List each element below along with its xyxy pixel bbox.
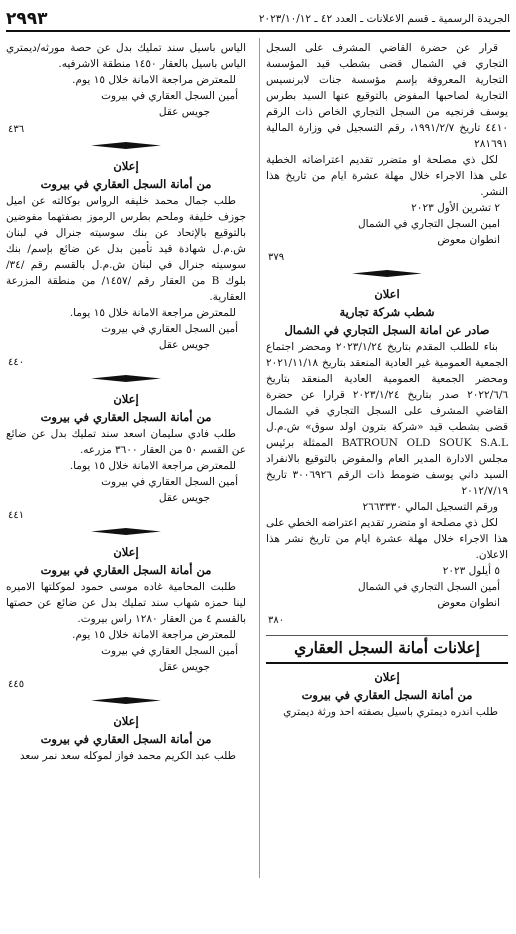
notice-379-signatory-name: انطوان معوض bbox=[437, 234, 500, 246]
notice-445-body: طلبت المحامية غاده موسى حمود لموكلتها الاميره لينا حمزه شهاب سند تمليك بدل عن ضائع عن حصتها بالقسم ٤ من العقار ١٢٨٠ راس بيروت. bbox=[6, 581, 246, 625]
notice-380-body: بناء للطلب المقدم بتاريخ ٢٠٢٣/١/٢٤ ومحضر اجتماع الجمعية العمومية غير العادية المنعقد بتاريخ ٢٠٢١/١١/١٨ ومحضر الجمعية العمومية العادية المنعقد بتاريخ ٢٠٢٢/٦/٦ صدر بتاريخ ٢٠٢٣/١/٢٤ قرارا عن حضرة القاضي المشرف على السجل التجاري في الشمال قضى بشطب قيد «شركة بترون اولد سوق» ش.م.ل BATROUN OLD SOUK S.A.L الممثلة برئيس مجلس الادارة المدير العام والمفوض بالتوقيع بالانفراد السيد داني يوسف ضومط ذات الرقم ٣٠٠٦٩٢٦ تاريخ ٢٠١٢/٧/١٩ bbox=[266, 341, 509, 497]
notice-379-date: ٢ تشرين الأول ٢٠٢٣ bbox=[411, 202, 500, 214]
notice-379-body: قرار عن حضرة القاضي المشرف على السجل التجاري في الشمال قضى بشطب قيد المؤسسة التجارية المعروفة بإسم مؤسسة جنات لابرنسيس التجارية لصاحبها المفوض بالتوقيع عنها السيد بطرس يوسف فرنجيه من السجل التجاري الخاص ذات الرقم ٤٤١٠ تاريخ ١٩٩١/٢/٧، رقم التسجيل في وزارة المالية ٢٨١٦٩١ bbox=[266, 42, 508, 150]
separator-diamond bbox=[91, 375, 161, 382]
notice-436-signatory-name: جويس عقل bbox=[158, 106, 210, 118]
section-banner: إعلانات أمانة السجل العقاري bbox=[266, 635, 508, 664]
notice-436-number: ٤٣٦ bbox=[8, 124, 25, 135]
notice-379-objection: لكل ذي مصلحة او متضرر تقديم اعتراضاته الخطية على هذا الاجراء خلال مهلة عشرة ايام من تاريخ هذا النشر. bbox=[266, 154, 508, 198]
notice-next-issuer: من أمانة السجل العقاري في بيروت bbox=[40, 732, 212, 746]
notice-441-issuer: من أمانة السجل العقاري في بيروت bbox=[40, 410, 212, 424]
separator-diamond bbox=[91, 528, 161, 535]
page-number: ٢٩٩٣ bbox=[6, 9, 48, 29]
notice-380-objection: لكل ذي مصلحة او متضرر تقديم اعتراضه الخطي على هذا الاجراء خلال مهلة عشرة ايام من تاريخ نشر هذا الاعلان. bbox=[266, 517, 508, 561]
notice-380-date: ٥ أيلول ٢٠٢٣ bbox=[442, 565, 500, 577]
notice-440-body: طلب جمال محمد خليفه الرواس بوكالته عن اميل جوزف خليفة وملحم بطرس الرموز بصفتهما مفوضين بالتوقيع بالإتحاد عن بنك سوسيته جنرال في لبنان ش.م.ل شهادة قيد تأمين بدل عن ضائع بإسم/ بنك سوسيته جنرال في لبنان ش.م.ل بالقسم رقم /٣٤/ بلوك B من العقار رقم /١٤٥٧/ من منطقة المزرعة العقارية. bbox=[6, 195, 246, 303]
notice-379-signatory-title: امين السجل التجاري في الشمال bbox=[358, 218, 500, 230]
notice-441-signatory-name: جويس عقل bbox=[158, 492, 210, 504]
separator-diamond bbox=[91, 697, 161, 704]
notice-380-number: ٣٨٠ bbox=[268, 615, 285, 626]
separator-diamond bbox=[91, 142, 161, 149]
notice-380-signatory-title: أمين السجل التجاري في الشمال bbox=[358, 581, 500, 593]
notice-380-subject: شطب شركة تجارية bbox=[339, 305, 435, 319]
notice-441-heading: إعلان bbox=[113, 392, 139, 406]
notice-445-signatory-title: أمين السجل العقاري في بيروت bbox=[101, 645, 238, 657]
notice-380-heading: اعلان bbox=[374, 287, 400, 301]
notice-440-heading: إعلان bbox=[113, 159, 139, 173]
notice-441-number: ٤٤١ bbox=[8, 510, 25, 521]
notice-436-signatory-title: أمين السجل العقاري في بيروت bbox=[101, 90, 238, 102]
publication-line: الجريدة الرسمية ـ قسم الاعلانات ـ العدد ٤٢ ـ ٢٠٢٣/١٠/١٢ bbox=[258, 13, 510, 25]
notice-440-signatory-name: جويس عقل bbox=[158, 339, 210, 351]
notice-445-objection: للمعترض مراجعة الامانة خلال ١٥ يوم. bbox=[72, 629, 236, 641]
notice-440-signatory-title: أمين السجل العقاري في بيروت bbox=[101, 323, 238, 335]
notice-380-signatory-name: انطوان معوض bbox=[437, 597, 500, 609]
notice-next-heading: إعلان bbox=[113, 714, 139, 728]
notice-436-body-start: طلب اندره ديمتري باسيل بصفته احد ورثة ديمتري bbox=[283, 706, 498, 718]
notice-380-registration: ورقم التسجيل المالي ٢٦٦٣٣٣٠ bbox=[362, 501, 498, 513]
notice-436-objection: للمعترض مراجعة الامانة خلال ١٥ يوم. bbox=[72, 74, 236, 86]
separator-diamond bbox=[352, 270, 422, 277]
notice-445-signatory-name: جويس عقل bbox=[158, 661, 210, 673]
notice-441-objection: للمعترض مراجعة الامانة خلال ١٥ يوما. bbox=[69, 460, 236, 472]
left-column bbox=[6, 40, 246, 764]
notice-445-number: ٤٤٥ bbox=[8, 679, 25, 690]
column-divider bbox=[259, 38, 260, 878]
notice-445-heading: إعلان bbox=[113, 545, 139, 559]
notice-445-issuer: من أمانة السجل العقاري في بيروت bbox=[40, 563, 212, 577]
notice-next-body-start: طلب عبد الكريم محمد فواز لموكله سعد نمر سعد bbox=[19, 750, 236, 762]
notice-441-body: طلب فادي سليمان اسعد سند تمليك بدل عن ضائع عن القسم ٥٠ من العقار ٣٦٠٠ مزرعه. bbox=[6, 428, 246, 456]
notice-379-number: ٣٧٩ bbox=[268, 252, 285, 263]
notice-380-issuer: صادر عن امانة السجل التجاري في الشمال bbox=[284, 323, 490, 337]
page-header bbox=[6, 8, 510, 32]
notice-436-heading: إعلان bbox=[374, 670, 400, 684]
notice-440-objection: للمعترض مراجعة الامانة خلال ١٥ يوما. bbox=[69, 307, 236, 319]
notice-440-number: ٤٤٠ bbox=[8, 357, 25, 368]
notice-436-issuer: من أمانة السجل العقاري في بيروت bbox=[301, 688, 473, 702]
notice-440-issuer: من أمانة السجل العقاري في بيروت bbox=[40, 177, 212, 191]
right-column bbox=[266, 40, 508, 720]
notice-441-signatory-title: أمين السجل العقاري في بيروت bbox=[101, 476, 238, 488]
notice-436-body-cont: الياس باسيل سند تمليك بدل عن حصة مورثه/ديمتري الياس باسيل بالعقار ١٤٥٠ منطقة الاشرفيه. bbox=[6, 42, 246, 70]
